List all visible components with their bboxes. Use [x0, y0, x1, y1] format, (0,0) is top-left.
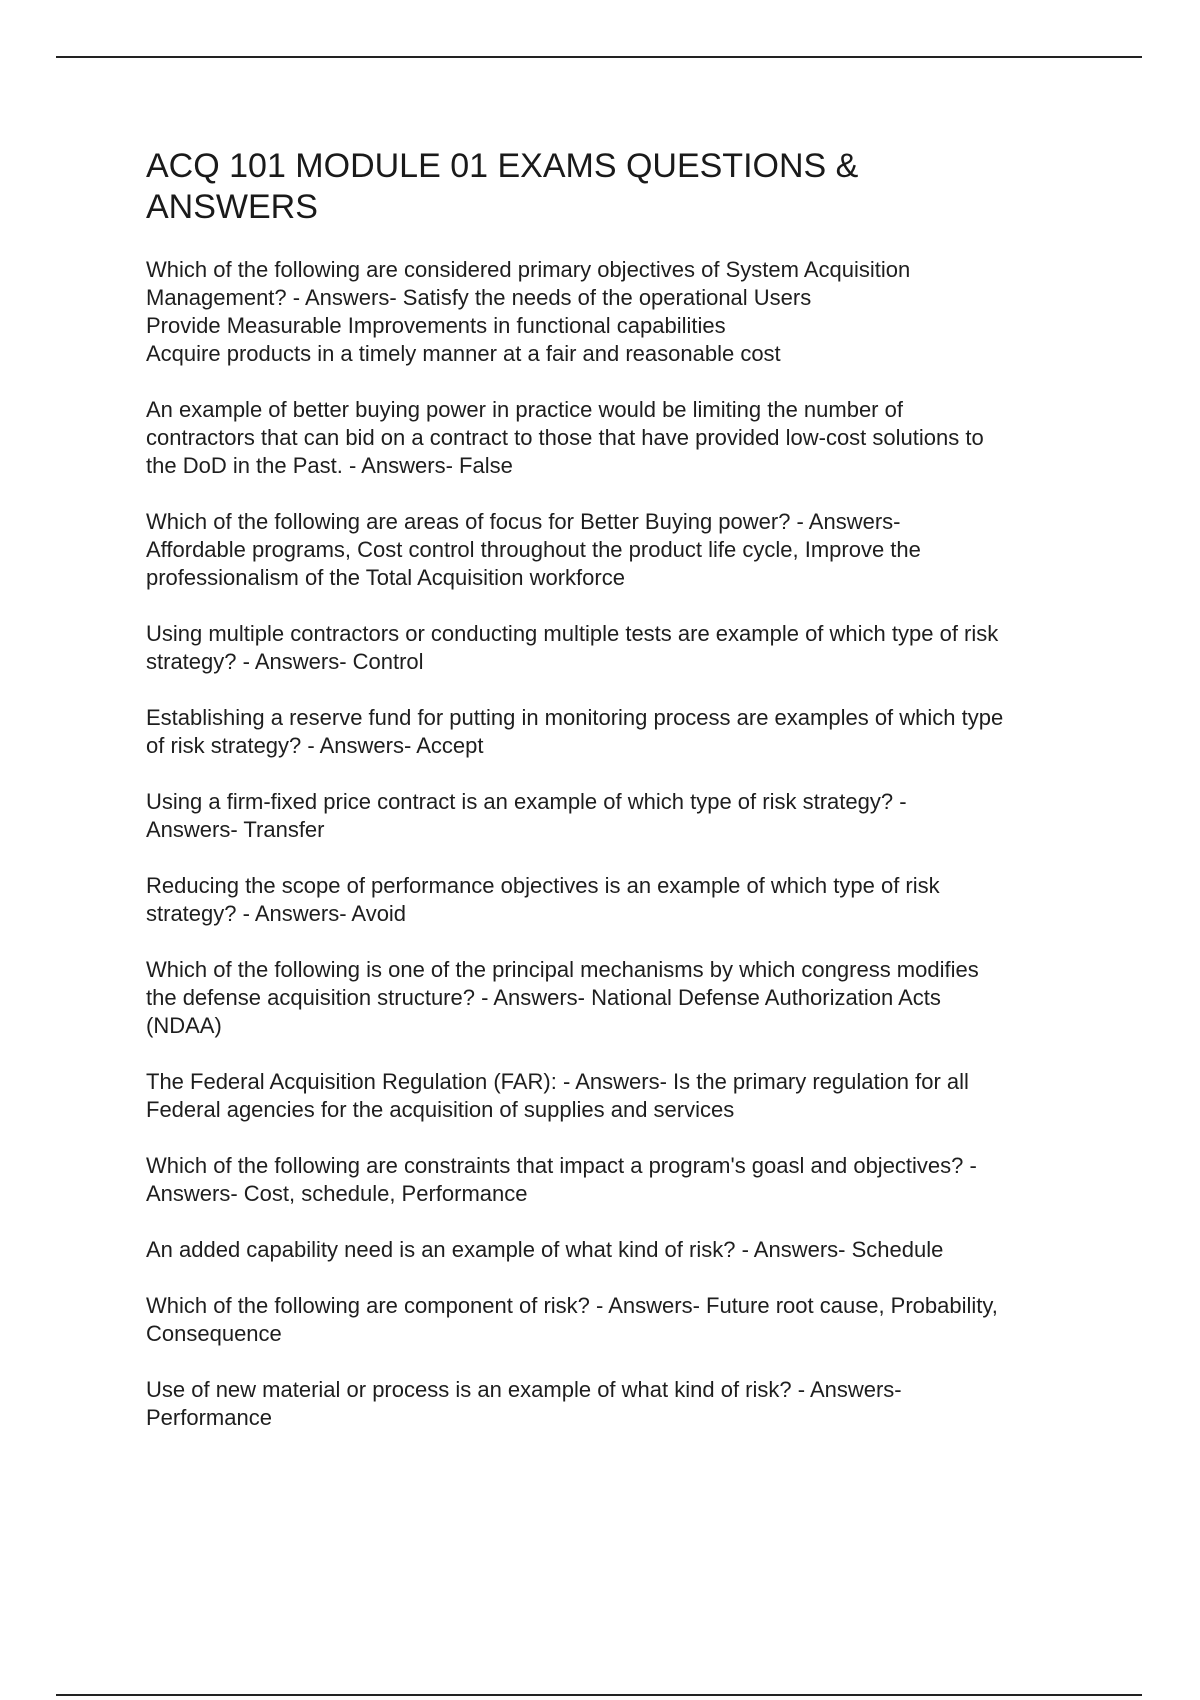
qa-line: Federal agencies for the acquisition of supplies and services: [146, 1097, 735, 1122]
qa-item: [146, 1236, 1096, 1264]
qa-line: Answers- Cost, schedule, Performance: [146, 1181, 528, 1206]
qa-line: Consequence: [146, 1321, 282, 1346]
qa-line: professionalism of the Total Acquisition workforce: [146, 565, 625, 590]
qa-line: Which of the following are considered primary objectives of System Acquisition: [146, 257, 911, 282]
bottom-rule: [56, 1694, 1142, 1696]
qa-line: Using multiple contractors or conducting multiple tests are example of which type of risk: [146, 621, 999, 646]
qa-line: An example of better buying power in practice would be limiting the number of: [146, 397, 903, 422]
qa-line: Reducing the scope of performance objectives is an example of which type of risk: [146, 873, 940, 898]
qa-line: An added capability need is an example of what kind of risk? - Answers- Schedule: [146, 1237, 944, 1262]
qa-line: Acquire products in a timely manner at a fair and reasonable cost: [146, 341, 781, 366]
document-body: [146, 146, 1096, 1460]
qa-line: the DoD in the Past. - Answers- False: [146, 453, 513, 478]
top-rule: [56, 56, 1142, 58]
page-title: [146, 146, 1096, 228]
qa-line: of risk strategy? - Answers- Accept: [146, 733, 484, 758]
qa-line: Use of new material or process is an example of what kind of risk? - Answers-: [146, 1377, 902, 1402]
qa-line: strategy? - Answers- Avoid: [146, 901, 407, 926]
qa-line: Establishing a reserve fund for putting in monitoring process are examples of which type: [146, 705, 1004, 730]
qa-line: Answers- Transfer: [146, 817, 325, 842]
qa-line: The Federal Acquisition Regulation (FAR): - Answers- Is the primary regulation for all: [146, 1069, 969, 1094]
qa-line: Management? - Answers- Satisfy the needs of the operational Users: [146, 285, 812, 310]
qa-list: [146, 256, 1096, 1432]
qa-line: the defense acquisition structure? - Answers- National Defense Authorization Acts: [146, 985, 941, 1010]
qa-line: Which of the following is one of the principal mechanisms by which congress modifies: [146, 957, 979, 982]
qa-item: [146, 1152, 1096, 1208]
qa-item: [146, 256, 1096, 368]
qa-item: [146, 1068, 1096, 1124]
qa-item: [146, 620, 1096, 676]
qa-line: Provide Measurable Improvements in functional capabilities: [146, 313, 726, 338]
title-line: ANSWERS: [146, 188, 318, 226]
qa-line: Affordable programs, Cost control throughout the product life cycle, Improve the: [146, 537, 921, 562]
qa-item: [146, 704, 1096, 760]
qa-line: Performance: [146, 1405, 272, 1430]
qa-line: contractors that can bid on a contract to those that have provided low-cost solutions to: [146, 425, 984, 450]
qa-line: Which of the following are constraints that impact a program's goasl and objectives? -: [146, 1153, 977, 1178]
qa-item: [146, 508, 1096, 592]
qa-line: Using a firm-fixed price contract is an example of which type of risk strategy? -: [146, 789, 907, 814]
qa-item: [146, 956, 1096, 1040]
qa-item: [146, 1292, 1096, 1348]
qa-line: (NDAA): [146, 1013, 222, 1038]
qa-line: Which of the following are component of risk? - Answers- Future root cause, Probability,: [146, 1293, 998, 1318]
title-line: ACQ 101 MODULE 01 EXAMS QUESTIONS &: [146, 147, 859, 185]
qa-item: [146, 396, 1096, 480]
qa-item: [146, 1376, 1096, 1432]
qa-item: [146, 788, 1096, 844]
qa-line: strategy? - Answers- Control: [146, 649, 424, 674]
qa-line: Which of the following are areas of focus for Better Buying power? - Answers-: [146, 509, 901, 534]
qa-item: [146, 872, 1096, 928]
